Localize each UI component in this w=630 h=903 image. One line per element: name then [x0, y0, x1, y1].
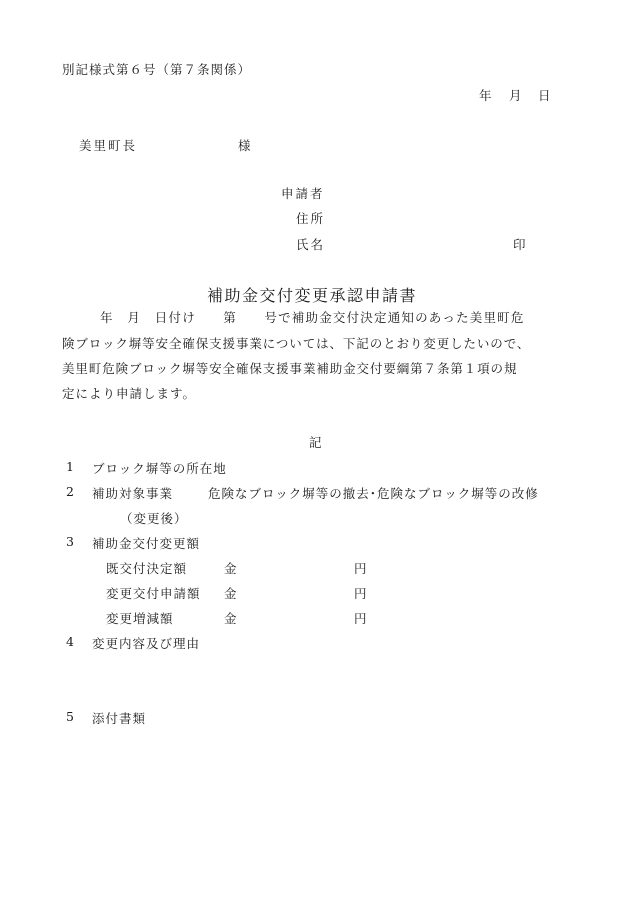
- amount-yen: 円: [354, 561, 367, 576]
- addressee-name: 美里町長: [79, 138, 138, 153]
- item-2-note: （変更後）: [120, 511, 188, 526]
- item-2-label: 補助対象事業: [92, 486, 174, 501]
- item-5-label: 添付書類: [92, 711, 147, 726]
- applicant-label: 申請者: [281, 186, 325, 201]
- ki-heading: 記: [309, 435, 322, 450]
- amount-kin: 金: [224, 586, 237, 601]
- item-4-label: 変更内容及び理由: [92, 636, 201, 651]
- addressee-honorific: 様: [238, 138, 251, 153]
- body-line-2: 険ブロック塀等安全確保支援事業については、下記のとおり変更したいので、: [62, 336, 531, 351]
- applicant-name-label: 氏名: [296, 237, 326, 252]
- item-1-number: 1: [66, 459, 74, 474]
- body-line-1: 年 月 日付け 第 号で補助金交付決定通知のあった美里町危: [100, 310, 525, 325]
- date-month: 月: [509, 88, 522, 103]
- amount-yen: 円: [354, 586, 367, 601]
- item-5-number: 5: [66, 709, 74, 724]
- amount-label-change-request: 変更交付申請額: [106, 586, 201, 601]
- date-year: 年: [479, 88, 492, 103]
- form-header: 別記様式第６号（第７条関係）: [62, 62, 252, 77]
- body-line-4: 定により申請します。: [62, 386, 197, 401]
- body-line-3: 美里町危険ブロック塀等安全確保支援事業補助金交付要綱第７条第１項の規: [62, 361, 518, 376]
- amount-kin: 金: [224, 611, 237, 626]
- date-day: 日: [538, 88, 551, 103]
- amount-kin: 金: [224, 561, 237, 576]
- amount-yen: 円: [354, 611, 367, 626]
- item-1-label: ブロック塀等の所在地: [92, 461, 227, 476]
- item-4-number: 4: [66, 634, 74, 649]
- applicant-address-label: 住所: [296, 211, 326, 226]
- amount-label-already: 既交付決定額: [106, 561, 188, 576]
- page-title: 補助金交付変更承認申請書: [207, 286, 418, 305]
- amount-label-change-diff: 変更増減額: [106, 611, 174, 626]
- item-2-number: 2: [66, 484, 74, 499]
- item-3-label: 補助金交付変更額: [92, 536, 201, 551]
- item-2-value: 危険なブロック塀等の撤去･危険なブロック塀等の改修: [208, 486, 539, 501]
- item-3-number: 3: [66, 534, 74, 549]
- applicant-seal: 印: [513, 237, 526, 252]
